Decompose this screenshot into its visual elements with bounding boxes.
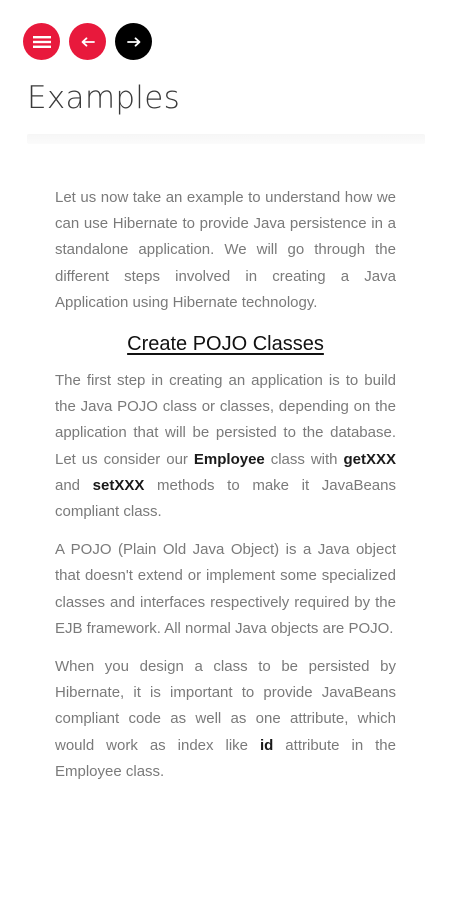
text-segment: and [55, 476, 93, 494]
setxxx-keyword: setXXX [92, 476, 145, 494]
pojo-step-paragraph [55, 368, 396, 525]
hibernate-design-paragraph [55, 654, 396, 785]
article-content [55, 185, 396, 840]
top-toolbar [23, 23, 152, 60]
previous-page-button[interactable] [69, 23, 106, 60]
text-segment: When you design a class to be persisted by Hibernate, it is important to provide JavaBeans compliant code as well as one attribute, which would work as index like [55, 658, 396, 754]
arrow-left-icon [81, 37, 95, 47]
hamburger-menu-icon [33, 35, 51, 49]
id-keyword: id [259, 736, 274, 754]
employee-keyword: Employee [193, 450, 265, 468]
text-segment: methods to make it JavaBeans compliant class. [55, 476, 396, 521]
next-page-button[interactable] [115, 23, 152, 60]
pojo-definition-paragraph: A POJO (Plain Old Java Object) is a Java object that doesn't extend or implement some specialized classes and interfaces respectively required by the EJB framework. All normal Java objects are POJO. [55, 541, 396, 637]
getxxx-keyword: getXXX [343, 450, 396, 468]
text-segment: class with [264, 450, 344, 468]
page-title: Examples [27, 80, 181, 116]
section-heading: Create POJO Classes [127, 333, 324, 356]
intro-paragraph: Let us now take an example to understand how we can use Hibernate to provide Java persistence in a standalone application. We will go through the different steps involved in creating a Java Application using Hibernate technology. [55, 189, 396, 311]
title-divider [27, 134, 425, 144]
text-segment: The first step in creating an application is to build the Java POJO class or classes, depending on the application that will be persisted to the database. Let us consider our [55, 372, 396, 468]
arrow-right-icon [127, 37, 141, 47]
menu-button[interactable] [23, 23, 60, 60]
text-segment: attribute in the Employee class. [55, 736, 396, 780]
